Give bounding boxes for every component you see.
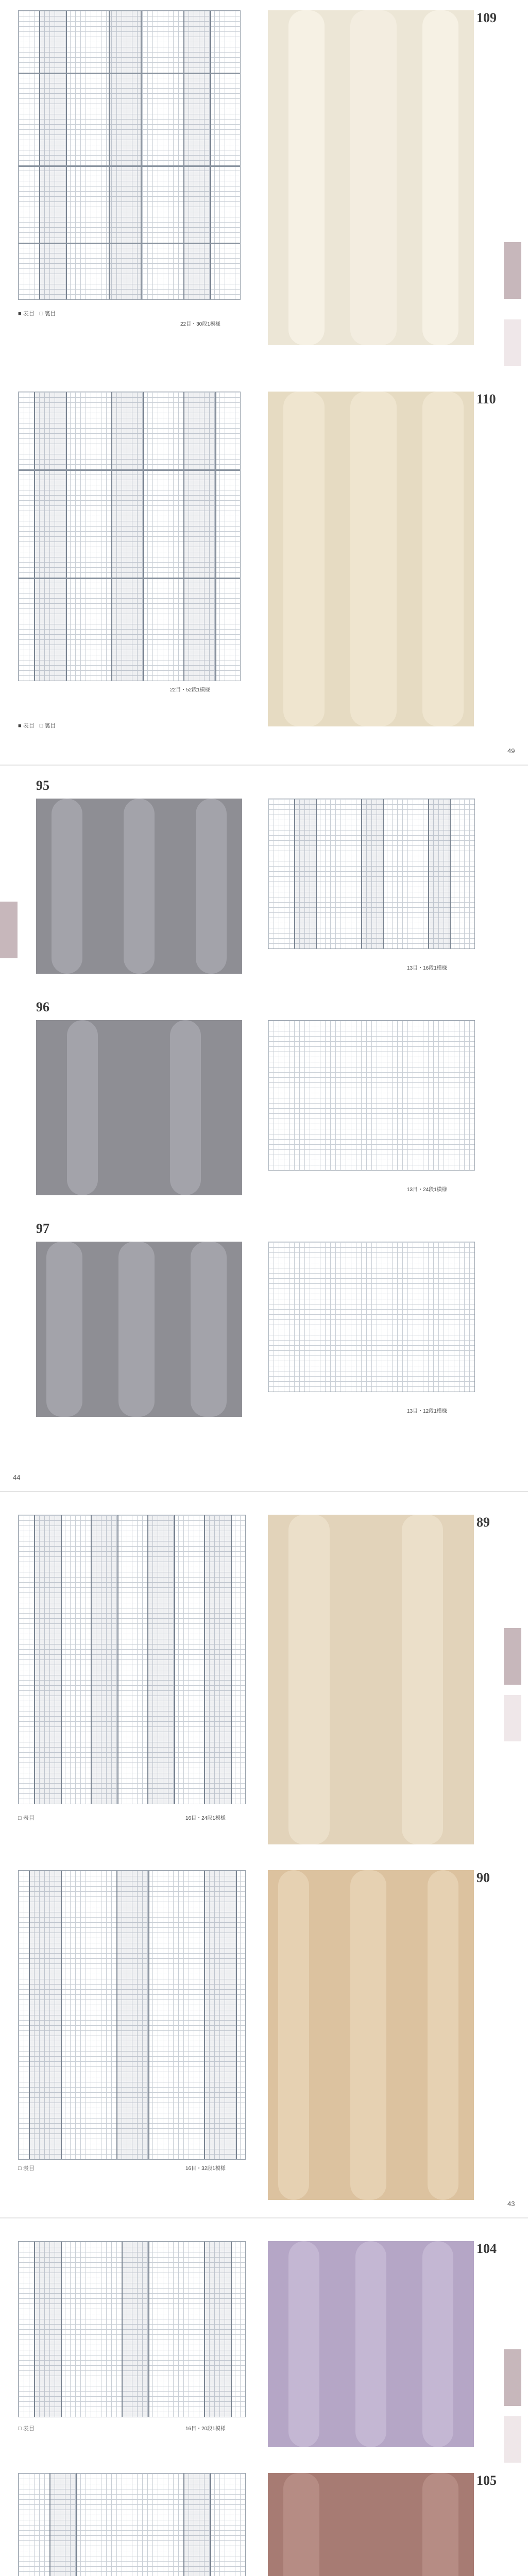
section-tab bbox=[504, 242, 521, 299]
swatch-photo-95 bbox=[36, 799, 242, 974]
repeat-note: 16目・32段1模様 bbox=[185, 2166, 226, 2172]
repeat-note: 16目・20段1模様 bbox=[185, 2426, 226, 2432]
chart-legend: □ 表目 bbox=[18, 2426, 35, 2432]
swatch-photo-96 bbox=[36, 1020, 242, 1195]
pattern-number: 104 bbox=[476, 2241, 497, 2256]
swatch-photo-105 bbox=[268, 2473, 474, 2576]
swatch-photo-89 bbox=[268, 1515, 474, 1844]
page-1 bbox=[0, 0, 528, 762]
section-subtab bbox=[504, 1695, 521, 1741]
pattern-number: 109 bbox=[476, 10, 497, 25]
pattern-number: 89 bbox=[476, 1515, 490, 1530]
section-subtab bbox=[504, 319, 521, 366]
swatch-photo-110 bbox=[268, 392, 474, 726]
repeat-note: 22目・52段1模様 bbox=[170, 687, 210, 693]
repeat-note: 13目・12段1模様 bbox=[407, 1409, 447, 1414]
page-3 bbox=[0, 1494, 528, 2215]
page-folio: 49 bbox=[507, 747, 515, 755]
chart-legend: □ 表目 bbox=[18, 2165, 35, 2172]
page-folio: 44 bbox=[13, 1473, 21, 1481]
chart-legend: ■ 表目 □ 裏目 bbox=[18, 311, 56, 317]
section-tab bbox=[0, 902, 18, 958]
pattern-number: 97 bbox=[36, 1221, 49, 1236]
repeat-note: 16目・24段1模様 bbox=[185, 1816, 226, 1821]
pattern-number: 95 bbox=[36, 778, 49, 793]
chart-legend: □ 表目 bbox=[18, 1815, 35, 1821]
knitting-chart-104 bbox=[18, 2241, 246, 2417]
page-2 bbox=[0, 768, 528, 1489]
swatch-photo-104 bbox=[268, 2241, 474, 2447]
knitting-chart-105 bbox=[18, 2473, 246, 2576]
knitting-chart-109 bbox=[18, 10, 241, 300]
swatch-photo-109 bbox=[268, 10, 474, 345]
knitting-chart-89 bbox=[18, 1515, 246, 1804]
page-4 bbox=[0, 2221, 528, 2576]
knitting-chart-90 bbox=[18, 1870, 246, 2160]
section-tab bbox=[504, 2349, 521, 2406]
swatch-photo-97 bbox=[36, 1242, 242, 1417]
pattern-number: 90 bbox=[476, 1870, 490, 1885]
knitting-chart-95 bbox=[268, 799, 475, 949]
repeat-note: 13目・24段1模様 bbox=[407, 1187, 447, 1193]
pattern-number: 110 bbox=[476, 392, 496, 406]
section-tab bbox=[504, 1628, 521, 1685]
swatch-photo-90 bbox=[268, 1870, 474, 2200]
pattern-number: 96 bbox=[36, 999, 49, 1014]
knitting-chart-110 bbox=[18, 392, 241, 681]
page-folio: 43 bbox=[507, 2200, 515, 2208]
repeat-note: 22目・30段1模様 bbox=[180, 321, 220, 327]
pattern-number: 105 bbox=[476, 2473, 497, 2488]
chart-legend: ■ 表目 □ 裏目 bbox=[18, 723, 56, 729]
section-subtab bbox=[504, 2416, 521, 2463]
knitting-chart-97 bbox=[268, 1242, 475, 1392]
knitting-chart-96 bbox=[268, 1020, 475, 1171]
repeat-note: 13目・16段1模様 bbox=[407, 965, 447, 971]
